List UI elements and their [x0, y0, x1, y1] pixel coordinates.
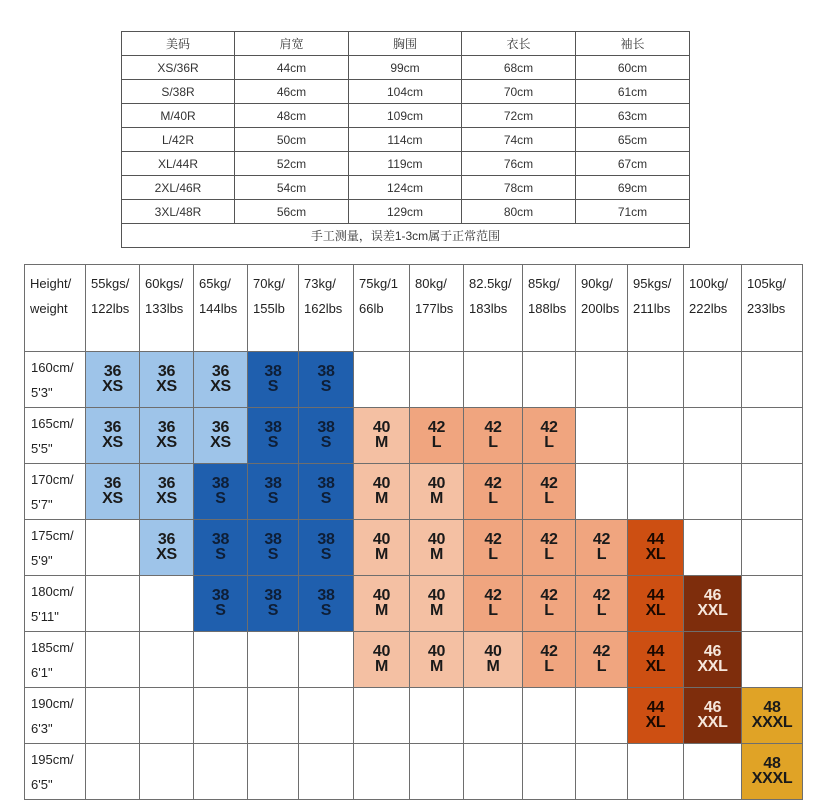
corner-label: Height/ weight [25, 265, 86, 352]
height-row [25, 352, 803, 408]
size-label: 42 L [592, 530, 611, 563]
size-cell-l [523, 408, 576, 464]
empty-cell [628, 464, 684, 520]
header-length: 衣长 [462, 32, 576, 56]
measurement-cell: 2XL/46R [122, 176, 235, 200]
size-cell-xl [628, 576, 684, 632]
empty-cell [86, 520, 140, 576]
size-cell-l [576, 632, 628, 688]
size-cell-l [464, 464, 523, 520]
size-cell-s [248, 520, 299, 576]
empty-cell [742, 352, 803, 408]
size-label: 38 S [264, 362, 282, 395]
empty-cell [194, 688, 248, 744]
header-chest: 胸围 [349, 32, 462, 56]
header-size: 美码 [122, 32, 235, 56]
header-shoulder: 肩宽 [235, 32, 349, 56]
measurement-cell: 44cm [235, 56, 349, 80]
measurement-cell: 78cm [462, 176, 576, 200]
empty-cell [576, 464, 628, 520]
measurement-table [121, 31, 690, 248]
height-label: 160cm/ 5'3" [25, 352, 86, 408]
size-label: 42 L [484, 474, 502, 507]
size-label: 36 XS [156, 530, 177, 563]
measurement-cell: 70cm [462, 80, 576, 104]
size-label: 40 M [484, 642, 502, 675]
size-label: 42 L [427, 418, 446, 451]
size-cell-l [464, 520, 523, 576]
empty-cell [86, 632, 140, 688]
empty-cell [684, 744, 742, 800]
empty-cell [684, 520, 742, 576]
height-label: 175cm/ 5'9" [25, 520, 86, 576]
weight-header: 100kg/ 222lbs [684, 265, 742, 352]
size-cell-xs [140, 520, 194, 576]
empty-cell [299, 632, 354, 688]
measurement-cell: 74cm [462, 128, 576, 152]
measurement-cell: 124cm [349, 176, 462, 200]
height-label: 195cm/ 6'5" [25, 744, 86, 800]
size-label: 42 L [540, 642, 558, 675]
size-label: 36 XS [102, 474, 123, 507]
empty-cell [742, 408, 803, 464]
measurement-cell: 71cm [576, 200, 690, 224]
weight-header: 90kg/ 200lbs [576, 265, 628, 352]
size-cell-l [523, 520, 576, 576]
height-label: 185cm/ 6'1" [25, 632, 86, 688]
size-chart-header-row [25, 265, 803, 352]
empty-cell [628, 744, 684, 800]
measurement-cell: S/38R [122, 80, 235, 104]
height-row [25, 408, 803, 464]
weight-header: 105kg/ 233lbs [742, 265, 803, 352]
measurement-cell: XL/44R [122, 152, 235, 176]
size-cell-m [410, 520, 464, 576]
size-label: 46 XXL [697, 642, 728, 675]
empty-cell [140, 744, 194, 800]
size-cell-s [248, 352, 299, 408]
empty-cell [523, 352, 576, 408]
size-chart-table [24, 264, 803, 800]
empty-cell [576, 744, 628, 800]
size-label: 44 XL [645, 642, 666, 675]
empty-cell [684, 352, 742, 408]
size-cell-s [299, 408, 354, 464]
measurement-cell: XS/36R [122, 56, 235, 80]
empty-cell [576, 688, 628, 744]
size-cell-s [299, 464, 354, 520]
size-cell-l [464, 576, 523, 632]
empty-cell [86, 576, 140, 632]
size-cell-xs [140, 464, 194, 520]
height-label: 170cm/ 5'7" [25, 464, 86, 520]
empty-cell [576, 352, 628, 408]
size-cell-s [299, 352, 354, 408]
measurement-cell: 52cm [235, 152, 349, 176]
empty-cell [248, 632, 299, 688]
empty-cell [628, 352, 684, 408]
measurement-cell: 76cm [462, 152, 576, 176]
empty-cell [523, 744, 576, 800]
size-cell-xxxl [742, 688, 803, 744]
size-label: 36 XS [102, 418, 123, 451]
size-label: 38 S [264, 474, 282, 507]
size-label: 44 XL [645, 698, 666, 731]
empty-cell [742, 576, 803, 632]
size-label: 38 S [264, 586, 282, 619]
empty-cell [684, 408, 742, 464]
size-cell-xxxl [742, 744, 803, 800]
measurement-cell: 65cm [576, 128, 690, 152]
size-label: 42 L [484, 418, 502, 451]
size-cell-m [354, 408, 410, 464]
empty-cell [742, 520, 803, 576]
empty-cell [248, 744, 299, 800]
size-label: 48 XXXL [751, 754, 793, 787]
measurement-cell: 99cm [349, 56, 462, 80]
size-label: 40 M [372, 642, 391, 675]
size-cell-xs [140, 352, 194, 408]
size-label: 38 S [211, 586, 230, 619]
weight-header: 82.5kg/ 183lbs [464, 265, 523, 352]
empty-cell [410, 744, 464, 800]
size-label: 46 XXL [697, 586, 728, 619]
size-label: 38 S [264, 418, 282, 451]
size-cell-xs [140, 408, 194, 464]
weight-header: 95kgs/ 211lbs [628, 265, 684, 352]
size-label: 38 S [264, 530, 282, 563]
measurement-cell: 61cm [576, 80, 690, 104]
size-label: 38 S [317, 362, 335, 395]
weight-header: 80kg/ 177lbs [410, 265, 464, 352]
height-label: 165cm/ 5'5" [25, 408, 86, 464]
height-row [25, 576, 803, 632]
empty-cell [464, 352, 523, 408]
weight-header: 70kg/ 155lb [248, 265, 299, 352]
measurement-row [122, 104, 690, 128]
size-cell-xs [194, 408, 248, 464]
measurement-cell: 50cm [235, 128, 349, 152]
size-cell-m [410, 464, 464, 520]
measurement-cell: 109cm [349, 104, 462, 128]
size-cell-m [354, 576, 410, 632]
size-label: 44 XL [645, 530, 666, 563]
empty-cell [684, 464, 742, 520]
size-label: 42 L [592, 586, 611, 619]
height-row [25, 632, 803, 688]
size-cell-xs [86, 352, 140, 408]
size-label: 48 XXXL [751, 698, 793, 731]
size-label: 42 L [540, 418, 558, 451]
empty-cell [464, 744, 523, 800]
measurement-cell: 54cm [235, 176, 349, 200]
empty-cell [742, 632, 803, 688]
empty-cell [140, 688, 194, 744]
empty-cell [140, 576, 194, 632]
size-label: 36 XS [156, 418, 177, 451]
size-label: 38 S [211, 530, 230, 563]
size-cell-s [299, 576, 354, 632]
size-label: 38 S [317, 418, 335, 451]
empty-cell [523, 688, 576, 744]
measurement-header-row [122, 32, 690, 56]
size-label: 40 M [427, 530, 446, 563]
size-label: 36 XS [156, 474, 177, 507]
size-cell-m [354, 464, 410, 520]
size-label: 38 S [317, 530, 335, 563]
size-cell-l [576, 520, 628, 576]
weight-header: 75kg/1 66lb [354, 265, 410, 352]
empty-cell [354, 352, 410, 408]
size-cell-xxl [684, 688, 742, 744]
measurement-cell: 60cm [576, 56, 690, 80]
weight-header: 85kg/ 188lbs [523, 265, 576, 352]
size-label: 40 M [427, 586, 446, 619]
size-label: 46 XXL [697, 698, 728, 731]
empty-cell [410, 352, 464, 408]
size-label: 42 L [592, 642, 611, 675]
size-cell-m [410, 632, 464, 688]
empty-cell [354, 744, 410, 800]
size-label: 38 S [317, 586, 335, 619]
measurement-cell: 68cm [462, 56, 576, 80]
measurement-row [122, 176, 690, 200]
weight-header: 65kg/ 144lbs [194, 265, 248, 352]
empty-cell [464, 688, 523, 744]
empty-cell [576, 408, 628, 464]
size-cell-m [410, 576, 464, 632]
size-label: 40 M [372, 474, 391, 507]
empty-cell [299, 744, 354, 800]
height-row [25, 744, 803, 800]
measurement-note-row [122, 224, 690, 248]
size-label: 44 XL [645, 586, 666, 619]
height-row [25, 464, 803, 520]
empty-cell [299, 688, 354, 744]
measurement-cell: 72cm [462, 104, 576, 128]
empty-cell [194, 744, 248, 800]
empty-cell [410, 688, 464, 744]
measurement-row [122, 80, 690, 104]
size-cell-s [248, 464, 299, 520]
measurement-row [122, 152, 690, 176]
measurement-cell: 46cm [235, 80, 349, 104]
header-sleeve: 袖长 [576, 32, 690, 56]
size-label: 38 S [317, 474, 335, 507]
measurement-note: 手工测量，误差1-3cm属于正常范围 [122, 224, 690, 248]
measurement-cell: 119cm [349, 152, 462, 176]
measurement-cell: 114cm [349, 128, 462, 152]
weight-header: 73kg/ 162lbs [299, 265, 354, 352]
empty-cell [354, 688, 410, 744]
empty-cell [248, 688, 299, 744]
size-label: 38 S [211, 474, 230, 507]
measurement-row [122, 56, 690, 80]
size-cell-s [194, 576, 248, 632]
measurement-row [122, 200, 690, 224]
size-cell-m [354, 520, 410, 576]
empty-cell [628, 408, 684, 464]
measurement-cell: 3XL/48R [122, 200, 235, 224]
measurement-cell: 56cm [235, 200, 349, 224]
weight-header: 60kgs/ 133lbs [140, 265, 194, 352]
measurement-cell: 129cm [349, 200, 462, 224]
size-label: 40 M [372, 418, 391, 451]
measurement-cell: 48cm [235, 104, 349, 128]
height-row [25, 688, 803, 744]
size-label: 36 XS [102, 362, 123, 395]
size-label: 36 XS [210, 362, 231, 395]
size-cell-s [248, 408, 299, 464]
size-cell-xs [86, 464, 140, 520]
size-label: 42 L [540, 586, 558, 619]
size-cell-l [523, 576, 576, 632]
size-cell-m [464, 632, 523, 688]
measurement-cell: 63cm [576, 104, 690, 128]
size-cell-l [576, 576, 628, 632]
size-label: 42 L [484, 530, 502, 563]
size-label: 42 L [540, 530, 558, 563]
empty-cell [140, 632, 194, 688]
size-label: 42 L [484, 586, 502, 619]
size-cell-s [299, 520, 354, 576]
size-cell-xl [628, 688, 684, 744]
size-cell-xs [194, 352, 248, 408]
size-label: 40 M [427, 474, 446, 507]
size-label: 36 XS [156, 362, 177, 395]
height-row [25, 520, 803, 576]
measurement-cell: 80cm [462, 200, 576, 224]
measurement-cell: 104cm [349, 80, 462, 104]
empty-cell [194, 632, 248, 688]
size-cell-xxl [684, 632, 742, 688]
size-cell-xs [86, 408, 140, 464]
size-label: 42 L [540, 474, 558, 507]
size-cell-s [194, 520, 248, 576]
empty-cell [86, 744, 140, 800]
size-cell-xl [628, 520, 684, 576]
measurement-row [122, 128, 690, 152]
size-cell-l [464, 408, 523, 464]
empty-cell [742, 464, 803, 520]
size-cell-l [523, 464, 576, 520]
measurement-cell: 67cm [576, 152, 690, 176]
weight-header: 55kgs/ 122lbs [86, 265, 140, 352]
size-cell-m [354, 632, 410, 688]
size-label: 40 M [372, 586, 391, 619]
size-cell-l [410, 408, 464, 464]
measurement-cell: 69cm [576, 176, 690, 200]
size-label: 36 XS [210, 418, 231, 451]
measurement-cell: L/42R [122, 128, 235, 152]
size-cell-s [248, 576, 299, 632]
size-label: 40 M [427, 642, 446, 675]
size-cell-xl [628, 632, 684, 688]
size-cell-l [523, 632, 576, 688]
size-label: 40 M [372, 530, 391, 563]
size-cell-s [194, 464, 248, 520]
measurement-cell: M/40R [122, 104, 235, 128]
empty-cell [86, 688, 140, 744]
height-label: 190cm/ 6'3" [25, 688, 86, 744]
size-cell-xxl [684, 576, 742, 632]
height-label: 180cm/ 5'11" [25, 576, 86, 632]
